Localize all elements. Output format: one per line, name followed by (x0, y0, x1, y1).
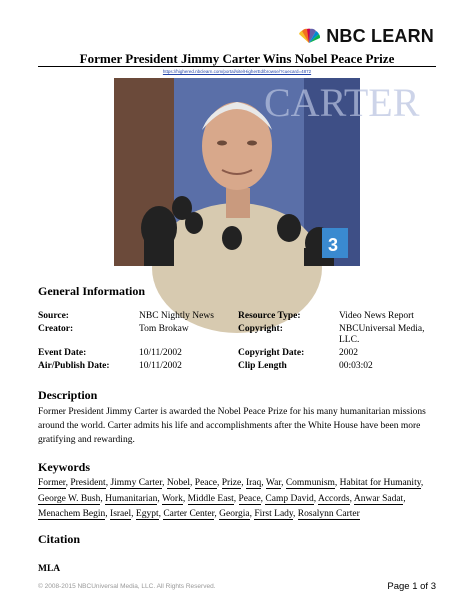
keyword-link[interactable]: Peace (194, 478, 217, 488)
info-value: 10/11/2002 (139, 361, 182, 371)
keyword-link[interactable]: Former (38, 478, 66, 488)
backdrop-text: CARTER (264, 80, 420, 125)
description-heading: Description (38, 388, 98, 402)
keyword-link[interactable]: Accords (317, 493, 350, 504)
info-label: Clip Length (238, 361, 287, 371)
info-value: 00:03:02 (339, 361, 373, 371)
keyword-link[interactable]: First Lady (254, 509, 294, 519)
general-information-table (38, 311, 438, 374)
info-value: Video News Report (339, 311, 414, 321)
info-label: Air/Publish Date: (38, 361, 110, 371)
description-text: Former President Jimmy Carter is awarded the Nobel Peace Prize for his many humanitarian missions around the world. Carter admits his life and accomplishments after the White House have been more gratifying and rewarding. (38, 407, 426, 445)
keyword-link[interactable]: Middle East (187, 493, 234, 504)
keyword-link[interactable]: George W. Bush (38, 493, 101, 504)
keyword-link[interactable]: Egypt (135, 509, 159, 519)
keyword-link[interactable]: Work (161, 493, 183, 504)
copyright-text: © 2008-2015 NBCUniversal Media, LLC. All Rights Reserved. (38, 583, 216, 590)
citation-heading: Citation (38, 532, 80, 546)
info-row (38, 348, 438, 359)
keyword-link[interactable]: Israel (110, 509, 132, 519)
keyword-link[interactable]: Carter Center (163, 509, 215, 519)
page-number: Page 1 of 3 (387, 581, 436, 592)
keyword-link[interactable]: Humanitarian (105, 493, 158, 504)
keyword-link[interactable]: Camp David (265, 493, 314, 504)
keyword-link[interactable]: Menachem Begin (38, 509, 106, 519)
carter-photo (114, 78, 420, 266)
keyword-link[interactable]: President (70, 478, 106, 488)
info-value: NBC Nightly News (139, 311, 214, 321)
info-value: Tom Brokaw (139, 324, 189, 334)
general-information-heading: General Information (38, 284, 145, 298)
keyword-link[interactable]: Iraq (245, 478, 262, 488)
keyword-link[interactable]: Rosalynn Carter (297, 509, 360, 519)
keyword-link[interactable]: Nobel (166, 478, 191, 488)
keywords-heading: Keywords (38, 460, 90, 474)
keyword-link[interactable]: Prize (221, 478, 242, 488)
info-label: Creator: (38, 324, 74, 334)
info-label: Event Date: (38, 348, 87, 358)
mic-flag-label: 3 (328, 235, 339, 255)
keyword-link[interactable]: Georgia (219, 509, 250, 519)
mla-label: MLA (38, 564, 61, 574)
keyword-link[interactable]: Communism (285, 478, 335, 488)
info-row (38, 361, 438, 372)
keyword-link[interactable]: Peace (238, 493, 261, 504)
info-label: Copyright: (238, 324, 283, 334)
keyword-link[interactable]: Habitat for Humanity (339, 478, 421, 488)
peacock-icon (296, 28, 322, 44)
nbc-learn-logo (296, 26, 434, 46)
info-value: 10/11/2002 (139, 348, 182, 358)
info-label: Source: (38, 311, 69, 321)
keyword-link[interactable]: War (265, 478, 282, 488)
page-title: Former President Jimmy Carter Wins Nobel Peace Prize (79, 51, 395, 66)
keywords-list: Former, President, Jimmy Carter, Nobel, Peace, Prize, Iraq, War, Communism, Habitat for Humanity, George W. Bush, Humanitarian, Work, Middle East, Peace, Camp David, Accords, Anwar Sadat, Menachem Begin, Israel, Egypt, Carter Center, Georgia, First Lady, Rosalynn Carter (38, 478, 424, 519)
keyword-link[interactable]: Anwar Sadat (353, 493, 404, 504)
info-label: Resource Type: (238, 311, 301, 321)
info-row (38, 311, 438, 322)
info-value: NBCUniversal Media, LLC. (339, 324, 425, 345)
title-divider (38, 66, 436, 67)
info-label: Copyright Date: (238, 348, 305, 358)
source-url-link[interactable]: https://highered.nbclearn.com/portal/site/HigherEd/browse/?cuecard=4872 (162, 69, 312, 74)
logo-text: NBC LEARN (326, 25, 434, 46)
keyword-link[interactable]: Jimmy Carter (110, 478, 163, 488)
info-row (38, 324, 438, 346)
info-value: 2002 (339, 348, 358, 358)
